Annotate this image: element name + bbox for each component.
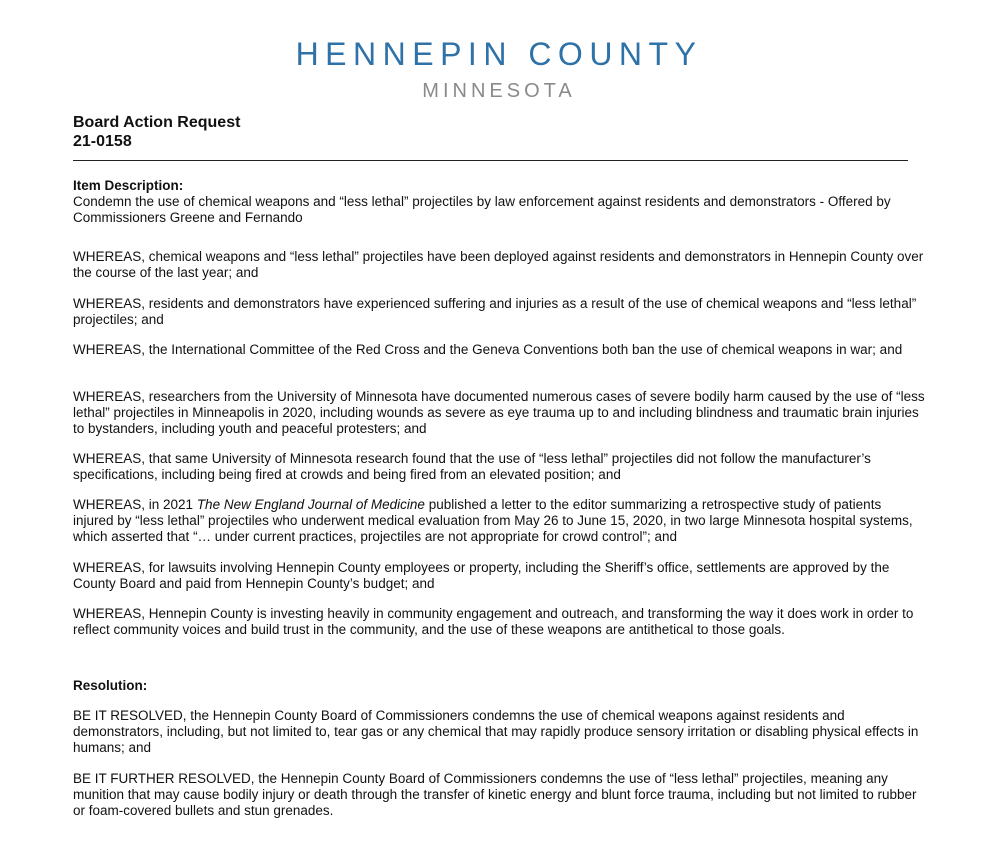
- item-description-section: [73, 178, 925, 226]
- whereas-clause-3: WHEREAS, the International Committee of the Red Cross and the Geneva Conventions both ban the use of chemical weapons in war; and: [73, 342, 903, 357]
- county-logo-name: HENNEPIN COUNTY: [295, 36, 703, 72]
- document-title-block: [73, 113, 923, 151]
- whereas-clause-6: [73, 497, 925, 545]
- document-number: 21-0158: [73, 133, 132, 150]
- whereas-clause-2: WHEREAS, residents and demonstrators have experienced suffering and injuries as a result of the use of chemical weapons and “less lethal” projectiles; and: [73, 296, 917, 327]
- item-description-heading: Item Description:: [73, 178, 184, 193]
- resolution-paragraph-2: BE IT FURTHER RESOLVED, the Hennepin County Board of Commissioners condemns the use of “less lethal” projectiles, meaning any munition that may cause bodily injury or death through the transfer of kinetic energy and blunt force trauma, including but not limited to rubber or foam-covered bullets and stun grenades.: [73, 771, 917, 818]
- whereas-clause-4: WHEREAS, researchers from the University of Minnesota have documented numerous cases of severe bodily harm caused by the use of “less lethal” projectiles in Minneapolis in 2020, including wounds as severe as eye trauma up to and including blindness and traumatic brain injuries to bystanders, including youth and peaceful protesters; and: [73, 389, 925, 436]
- resolution-heading: Resolution:: [73, 678, 148, 693]
- journal-title: The New England Journal of Medicine: [196, 497, 425, 512]
- header-divider: [73, 160, 908, 161]
- document-type: Board Action Request: [73, 114, 241, 131]
- whereas-clause-1: WHEREAS, chemical weapons and “less lethal” projectiles have been deployed against residents and demonstrators in Hennepin County over the course of the last year; and: [73, 249, 924, 280]
- resolution-paragraph-1: BE IT RESOLVED, the Hennepin County Board of Commissioners condemns the use of chemical weapons against residents and demonstrators, including, but not limited to, tear gas or any chemical that may rapidly produce sensory irritation or disabling physical effects in humans; and: [73, 708, 919, 755]
- whereas-clause-7: WHEREAS, for lawsuits involving Hennepin County employees or property, including the Sheriff’s office, settlements are approved by the County Board and paid from Hennepin County’s budget; and: [73, 560, 890, 591]
- county-logo-state: MINNESOTA: [422, 80, 576, 102]
- whereas-clause-5: WHEREAS, that same University of Minnesota research found that the use of “less lethal” projectiles did not follow the manufacturer’s specifications, including being fired at crowds and being fired from an elevated position; and: [73, 451, 871, 482]
- whereas-clause-6-pre: WHEREAS, in 2021: [73, 497, 197, 512]
- whereas-clause-6-post: published a letter to the editor summarizing a retrospective study of patients injured by “less lethal” projectiles who underwent medical evaluation from May 26 to June 15, 2020, in two large Minnesota hospital systems, which asserted that “… under current practices, projectiles are not appropriate for crowd control”; and: [73, 497, 913, 544]
- whereas-clause-8: WHEREAS, Hennepin County is investing heavily in community engagement and outreach, and transforming the way it does work in order to reflect community voices and build trust in the community, and the use of these weapons are antithetical to those goals.: [73, 606, 914, 637]
- item-description-text: Condemn the use of chemical weapons and “less lethal” projectiles by law enforcement against residents and demonstrators - Offered by Commissioners Greene and Fernando: [73, 194, 891, 225]
